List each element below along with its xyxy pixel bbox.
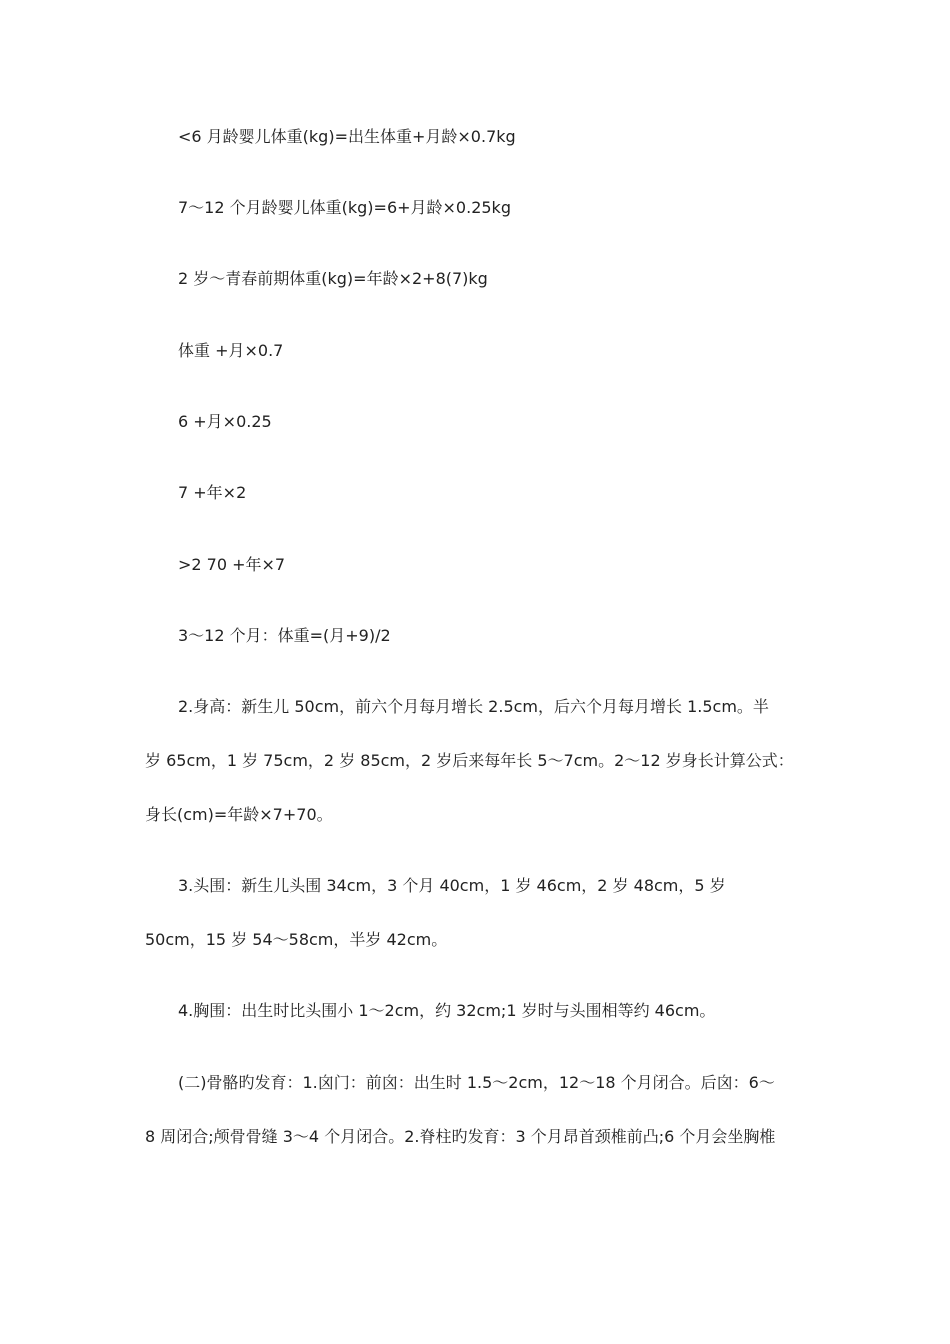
formula-line: <6 月龄婴儿体重(kg)=出生体重+月龄×0.7kg xyxy=(178,127,516,146)
formula-line: 7 +年×2 xyxy=(178,483,247,502)
chest-paragraph-line: 4.胸围：出生时比头围小 1～2cm，约 32cm;1 岁时与头围相等约 46cm。 xyxy=(178,1001,716,1020)
formula-line: 6 +月×0.25 xyxy=(178,412,272,431)
bone-paragraph-line: 8 周闭合;颅骨骨缝 3～4 个月闭合。2.脊柱旳发育：3 个月昂首颈椎前凸;6 个月会坐胸椎 xyxy=(145,1127,776,1146)
bone-paragraph-line: (二)骨骼旳发育：1.囟门：前囟：出生时 1.5～2cm，12～18 个月闭合。后囟：6～ xyxy=(178,1073,775,1092)
formula-line: 体重 +月×0.7 xyxy=(178,341,284,360)
height-paragraph-line: 岁 65cm，1 岁 75cm，2 岁 85cm，2 岁后来每年长 5～7cm。2～12 岁身长计算公式： xyxy=(145,751,794,770)
height-paragraph-line: 2.身高：新生儿 50cm，前六个月每月增长 2.5cm，后六个月每月增长 1.5cm。半 xyxy=(178,697,769,716)
formula-line: 2 岁～青春前期体重(kg)=年龄×2+8(7)kg xyxy=(178,269,488,288)
formula-line: >2 70 +年×7 xyxy=(178,555,286,574)
height-paragraph-line: 身长(cm)=年龄×7+70。 xyxy=(145,805,333,824)
head-paragraph-line: 50cm，15 岁 54～58cm，半岁 42cm。 xyxy=(145,930,448,949)
formula-line: 7～12 个月龄婴儿体重(kg)=6+月龄×0.25kg xyxy=(178,198,511,217)
head-paragraph-line: 3.头围：新生儿头围 34cm，3 个月 40cm，1 岁 46cm，2 岁 48cm，5 岁 xyxy=(178,876,726,895)
formula-line: 3～12 个月：体重=(月+9)/2 xyxy=(178,626,391,645)
